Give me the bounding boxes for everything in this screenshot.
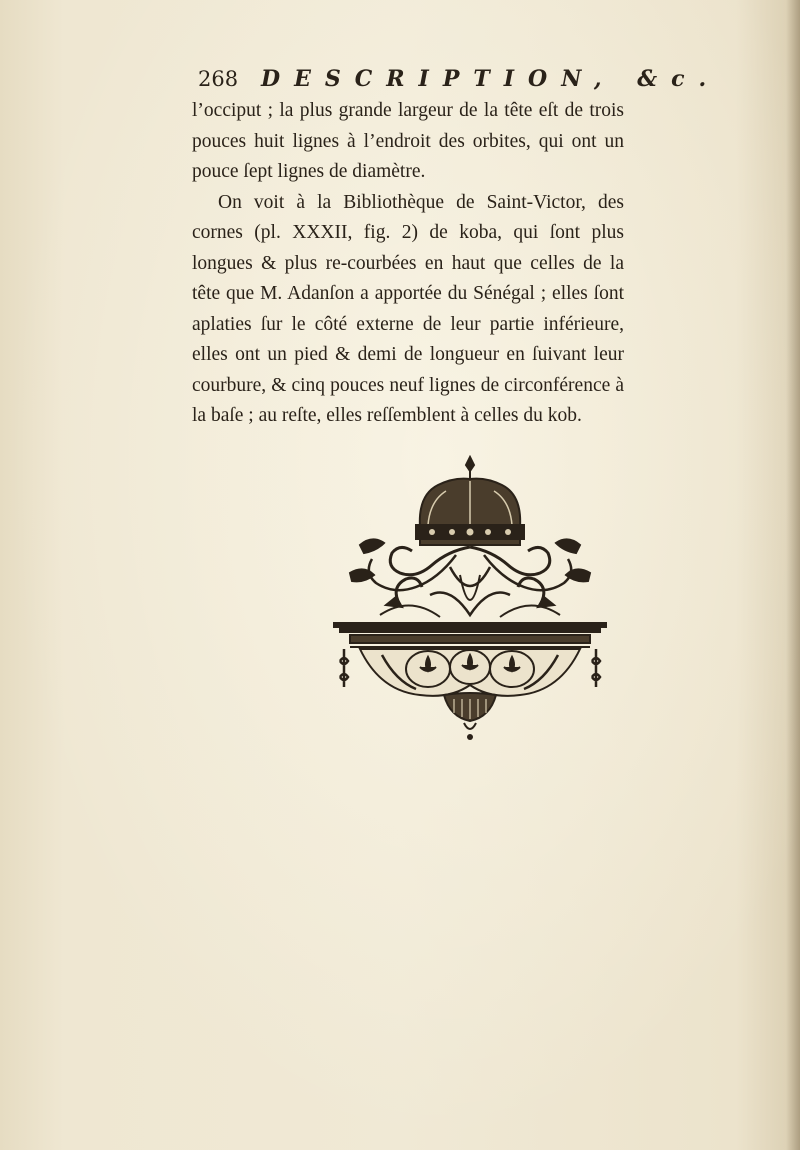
page-edge-shadow	[786, 0, 800, 1150]
crown-ornament-icon	[320, 455, 620, 745]
running-title: DESCRIPTION, &c.	[261, 66, 721, 92]
page-header	[198, 62, 721, 96]
paragraph-2: On voit à la Bibliothèque de Saint-Victor, des cornes (pl. XXXII, fig. 2) de koba, qui ſont plus longues & plus re-courbées en haut que celles de la tête que M. Adanſon a apportée du Sénégal ; elles ſont aplaties ſur le côté externe de leur partie inférieure, elles ont un pied & demi de longueur en ſuivant leur courbure, & cinq pouces neuf lignes de circonférence à la baſe ; au reſte, elles reſſemblent à celles du kob.	[192, 191, 624, 426]
body-text	[192, 96, 624, 432]
paragraph-1: l’occiput ; la plus grande largeur de la tête eſt de trois pouces huit lignes à l’endroit des orbites, qui ont un pouce ſept lignes de diamètre.	[192, 100, 624, 182]
page-number: 268	[198, 67, 239, 91]
